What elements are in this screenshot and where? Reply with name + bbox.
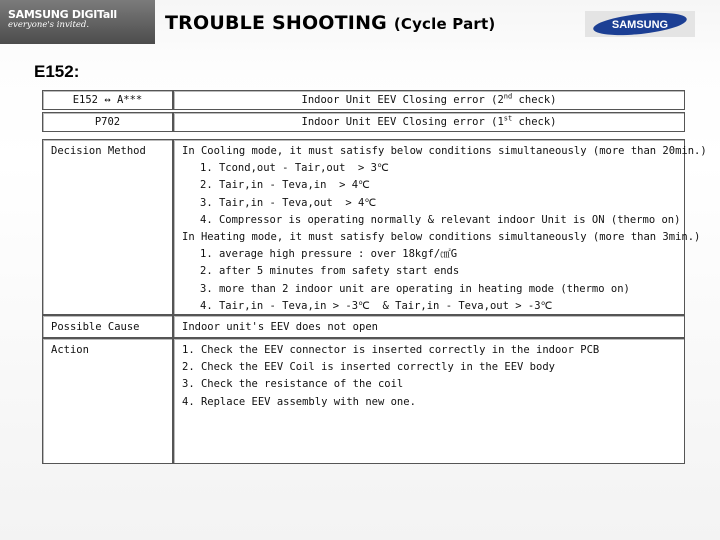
sub-code: P702 [94,116,121,128]
decision-line: 1. Tcond,out - Tair,out > 3℃ [200,162,389,175]
action-line: 2. Check the EEV Coil is inserted correctly in the EEV body [182,361,555,374]
action-content-cell [173,338,685,464]
error-desc [302,94,557,106]
decision-line: In Cooling mode, it must satisfy below conditions simultaneously (more than 20min.) [182,145,707,157]
sub-desc-sup: st [503,114,513,123]
action-line: 4. Replace EEV assembly with new one. [182,395,416,408]
error-code: E152 ↔ A*** [72,94,143,106]
sub-desc [302,116,557,128]
page-title [165,12,495,34]
action-label: Action [51,344,89,356]
decision-line: 4. Tair,in - Teva,in > -3℃ & Tair,in - Teva,out > -3℃ [200,299,553,312]
cause-text: Indoor unit's EEV does not open [182,321,378,333]
cause-label-cell [42,315,173,338]
action-line: 3. Check the resistance of the coil [182,378,404,391]
error-code-cell [42,90,173,110]
sub-desc-text: Indoor Unit EEV Closing error (1 [301,116,504,128]
error-desc-end: check) [512,94,557,106]
decision-label-cell [42,139,173,315]
decision-content-cell [173,139,707,315]
sub-desc-cell [173,112,685,132]
sub-desc-end: check) [512,116,557,128]
section-title: E152: [34,62,80,81]
decision-line: In Heating mode, it must satisfy below conditions simultaneously (more than 3min.) [182,231,701,244]
action-line: 1. Check the EEV connector is inserted correctly in the indoor PCB [182,344,600,356]
samsung-logo-text: SAMSUNG [611,19,669,31]
samsung-digitall-logo [0,0,155,44]
error-desc-sup: nd [503,92,513,101]
decision-label: Decision Method [51,145,146,157]
decision-line: 3. more than 2 indoor unit are operating in heating mode (thermo on) [200,282,630,295]
decision-line: 2. after 5 minutes from safety start ends [200,265,460,278]
error-desc-text: Indoor Unit EEV Closing error (2 [301,94,504,106]
logo-brand-text: SAMSUNG DIGITall [8,8,117,21]
samsung-logo [585,11,695,37]
title-sub: (Cycle Part) [393,15,496,33]
decision-line: 1. average high pressure : over 18kgf/㎠G [200,248,458,261]
cause-content-cell [173,315,685,338]
decision-line: 3. Tair,in - Teva,out > 4℃ [200,196,377,209]
decision-line: 2. Tair,in - Teva,in > 4℃ [200,179,370,192]
error-desc-cell [173,90,685,110]
action-label-cell [42,338,173,464]
cause-label: Possible Cause [51,321,140,333]
title-main: TROUBLE SHOOTING [165,12,387,34]
decision-line: 4. Compressor is operating normally & relevant indoor Unit is ON (thermo on) [200,213,681,226]
logo-tagline: everyone's invited. [8,20,90,30]
sub-code-cell [42,112,173,132]
